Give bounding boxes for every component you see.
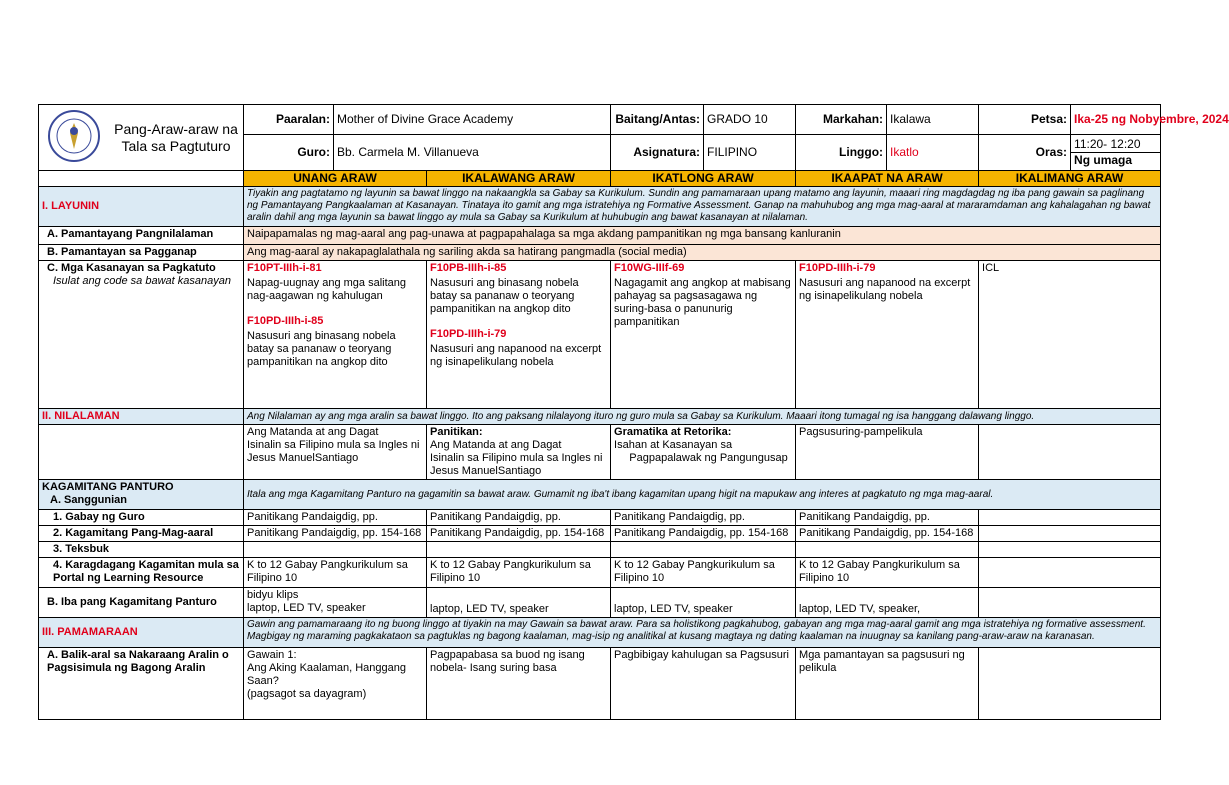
- pamantayang-pangnilalaman-label: A. Pamantayang Pangnilalaman: [39, 227, 244, 245]
- kasanayan-d1-code1: F10PT-IIIh-i-81: [247, 262, 322, 274]
- teksbuk-label: 3. Teksbuk: [39, 542, 244, 558]
- kasanayan-label-cell: [39, 261, 244, 409]
- oras-value: [1071, 135, 1161, 171]
- pang-mag-aaral-d4: Panitikang Pandaigdig, pp. 154-168: [796, 526, 979, 542]
- kasanayan-d4-code: F10PD-IIIh-i-79: [799, 262, 876, 274]
- gabay-guro-label: 1. Gabay ng Guro: [39, 510, 244, 526]
- kasanayan-d2-text1: Nasusuri ang binasang nobela batay sa pananaw o teoryang pampanitikan na angkop dito: [430, 277, 579, 315]
- karagdagang-d2: K to 12 Gabay Pangkurikulum sa Filipino 10: [427, 558, 611, 588]
- day-header-blank: [39, 171, 244, 187]
- karagdagang-d1: K to 12 Gabay Pangkurikulum sa Filipino 10: [244, 558, 427, 588]
- karagdagang-label: 4. Karagdagang Kagamitan mula sa Portal ng Learning Resource: [39, 558, 244, 588]
- nilalaman-day2: [427, 425, 611, 480]
- kagamitan-text: Itala ang mga Kagamitang Panturo na gagamitin sa bawat araw. Gumamit ng iba't ibang kagamitan upang higit na mapukaw ang interes at pagkatuto ng mga mag-aaral.: [244, 480, 1161, 510]
- kasanayan-day1: [244, 261, 427, 409]
- kagamitan-label-cell: [39, 480, 244, 510]
- kasanayan-d1-code2: F10PD-IIIh-i-85: [247, 315, 324, 327]
- day-header-3: IKATLONG ARAW: [611, 171, 796, 187]
- baitang-value: GRADO 10: [704, 105, 796, 135]
- balik-aral-d3: Pagbibigay kahulugan sa Pagsusuri: [611, 648, 796, 720]
- iba-kagamitan-d5: [979, 588, 1161, 618]
- teksbuk-d2: [427, 542, 611, 558]
- iba-kagamitan-label: B. Iba pang Kagamitang Panturo: [39, 588, 244, 618]
- teksbuk-d5: [979, 542, 1161, 558]
- lesson-plan-table: [38, 104, 1229, 720]
- nilalaman-d3-head: Gramatika at Retorika:: [614, 426, 732, 438]
- kasanayan-d3-code: F10WG-IIIf-69: [614, 262, 685, 274]
- pang-mag-aaral-d1: Panitikang Pandaigdig, pp. 154-168: [244, 526, 427, 542]
- balik-aral-d1: Gawain 1: Ang Aking Kaalaman, Hanggang Saan? (pagsagot sa dayagram): [244, 648, 427, 720]
- gabay-guro-d2: Panitikang Pandaigdig, pp.: [427, 510, 611, 526]
- nilalaman-day4: Pagsusuring-pampelikula: [796, 425, 979, 480]
- nilalaman-day5: [979, 425, 1161, 480]
- day-header-1: UNANG ARAW: [244, 171, 427, 187]
- iba-kagamitan-d2: laptop, LED TV, speaker: [427, 588, 611, 618]
- baitang-label: Baitang/Antas:: [611, 105, 704, 135]
- header-logo-title: [39, 105, 244, 171]
- pang-mag-aaral-d2: Panitikang Pandaigdig, pp. 154-168: [427, 526, 611, 542]
- kasanayan-day5: ICL: [979, 261, 1161, 409]
- nilalaman-label: II. NILALAMAN: [39, 409, 244, 425]
- nilalaman-day3: [611, 425, 796, 480]
- asignatura-value: FILIPINO: [704, 135, 796, 171]
- nilalaman-text: Ang Nilalaman ay ang mga aralin sa bawat linggo. Ito ang paksang nilalayong ituro ng guro mula sa Gabay sa Kurikulum. Maaari itong tumagal ng isa hanggang dalawang linggo.: [244, 409, 1161, 425]
- nilalaman-day1: Ang Matanda at ang Dagat Isinalin sa Filipino mula sa Ingles ni Jesus ManuelSantiago: [244, 425, 427, 480]
- nilalaman-blank: [39, 425, 244, 480]
- pang-mag-aaral-d5: [979, 526, 1161, 542]
- balik-aral-d4: Mga pamantayan sa pagsusuri ng pelikula: [796, 648, 979, 720]
- gabay-guro-d1: Panitikang Pandaigdig, pp.: [244, 510, 427, 526]
- kasanayan-d3-text: Nagagamit ang angkop at mabisang pahayag sa pagsasagawa ng suring-basa o panunurig pampanitikan: [614, 277, 791, 328]
- gabay-guro-d3: Panitikang Pandaigdig, pp.: [611, 510, 796, 526]
- kasanayan-sublabel: Isulat ang code sa bawat kasanayan: [53, 275, 231, 287]
- iba-kagamitan-d4: laptop, LED TV, speaker,: [796, 588, 979, 618]
- kasanayan-d2-code1: F10PB-IIIh-i-85: [430, 262, 507, 274]
- nilalaman-d3-text: Isahan at Kasanayan sa Pagpapalawak ng Pangungusap: [614, 439, 788, 464]
- pamamaraan-text: Gawin ang pamamaraang ito ng buong linggo at tiyakin na may Gawain sa bawat araw. Para sa holistikong pagkahubog, gabayan ang mga mag-aaral gamit ang mga istratehiya ng formative assessment. Magbigay ng maraming pagkakataon sa pagtuklas ng bagong kaalaman, mag-isip ng analitikal at kusang magtaya ng dating kaalaman na inuugnay sa kanilang pang-araw-araw na karanasan.: [244, 618, 1161, 648]
- iba-kagamitan-d1: bidyu klips laptop, LED TV, speaker: [244, 588, 427, 618]
- kasanayan-day3: [611, 261, 796, 409]
- linggo-label: Linggo:: [796, 135, 887, 171]
- teksbuk-d3: [611, 542, 796, 558]
- pamantayan-pagganap-label: B. Pamantayan sa Pagganap: [39, 245, 244, 261]
- nilalaman-d2-head: Panitikan:: [430, 426, 483, 438]
- layunin-label: I. LAYUNIN: [39, 187, 244, 227]
- karagdagang-d5: [979, 558, 1161, 588]
- day-header-4: IKAAPAT NA ARAW: [796, 171, 979, 187]
- pamantayang-pangnilalaman-text: Naipapamalas ng mag-aaral ang pag-unawa at pagpapahalaga sa mga akdang pampanitikan ng mga bansang kanluranin: [244, 227, 1161, 245]
- paaralan-label: Paaralan:: [244, 105, 334, 135]
- teksbuk-d1: [244, 542, 427, 558]
- kasanayan-d2-text2: Nasusuri ang napanood na excerpt ng isinapelikulang nobela: [430, 343, 602, 368]
- page-title: Pang-Araw-araw na Tala sa Pagtuturo: [114, 120, 238, 154]
- petsa-label: Petsa:: [979, 105, 1071, 135]
- school-logo: [39, 109, 109, 166]
- pamantayan-pagganap-text: Ang mag-aaral ay nakapaglalathala ng sariling akda sa hatirang pangmadla (social media): [244, 245, 1161, 261]
- kasanayan-d2-code2: F10PD-IIIh-i-79: [430, 328, 507, 340]
- balik-aral-label: A. Balik-aral sa Nakaraang Aralin o Pagsisimula ng Bagong Aralin: [39, 648, 244, 720]
- kasanayan-d1-text1: Napag-uugnay ang mga salitang nag-aagawan ng kahulugan: [247, 277, 407, 302]
- kasanayan-day4: [796, 261, 979, 409]
- guro-value: Bb. Carmela M. Villanueva: [334, 135, 611, 171]
- gabay-guro-d5: [979, 510, 1161, 526]
- balik-aral-d5: [979, 648, 1161, 720]
- balik-aral-d2: Pagpapabasa sa buod ng isang nobela- Isang suring basa: [427, 648, 611, 720]
- gabay-guro-d4: Panitikang Pandaigdig, pp.: [796, 510, 979, 526]
- karagdagang-d3: K to 12 Gabay Pangkurikulum sa Filipino 10: [611, 558, 796, 588]
- teksbuk-d4: [796, 542, 979, 558]
- nilalaman-d2-text: Ang Matanda at ang Dagat Isinalin sa Filipino mula sa Ingles ni Jesus ManuelSantiago: [430, 439, 603, 477]
- markahan-value: Ikalawa: [887, 105, 979, 135]
- pamamaraan-label: III. PAMAMARAAN: [39, 618, 244, 648]
- paaralan-value: Mother of Divine Grace Academy: [334, 105, 611, 135]
- petsa-value: Ika-25 ng Nobyembre, 2024: [1071, 105, 1161, 135]
- markahan-label: Markahan:: [796, 105, 887, 135]
- iba-kagamitan-d3: laptop, LED TV, speaker: [611, 588, 796, 618]
- kasanayan-d1-text2: Nasusuri ang binasang nobela batay sa pananaw o teoryang pampanitikan na angkop dito: [247, 330, 396, 368]
- oras-label: Oras:: [979, 135, 1071, 171]
- linggo-value: Ikatlo: [887, 135, 979, 171]
- oras-time: 11:20- 12:20: [1071, 137, 1160, 153]
- kasanayan-day2: [427, 261, 611, 409]
- sanggunian-label: A. Sanggunian: [50, 494, 127, 506]
- day-header-5: IKALIMANG ARAW: [979, 171, 1161, 187]
- lesson-plan-sheet: [38, 104, 1229, 720]
- pang-mag-aaral-d3: Panitikang Pandaigdig, pp. 154-168: [611, 526, 796, 542]
- karagdagang-d4: K to 12 Gabay Pangkurikulum sa Filipino 10: [796, 558, 979, 588]
- oras-period: Ng umaga: [1074, 153, 1133, 167]
- asignatura-label: Asignatura:: [611, 135, 704, 171]
- kasanayan-d4-text: Nasusuri ang napanood na excerpt ng isinapelikulang nobela: [799, 277, 971, 302]
- kasanayan-label: C. Mga Kasanayan sa Pagkatuto: [47, 262, 216, 274]
- day-header-2: IKALAWANG ARAW: [427, 171, 611, 187]
- kagamitan-label: KAGAMITANG PANTURO: [42, 481, 174, 493]
- pang-mag-aaral-label: 2. Kagamitang Pang-Mag-aaral: [39, 526, 244, 542]
- guro-label: Guro:: [244, 135, 334, 171]
- layunin-text: Tiyakin ang pagtatamo ng layunin sa bawat linggo na nakaangkla sa Gabay sa Kurikulum. Sundin ang pamamaraan upang matamo ang layunin, maaari ring magdagdag ng iba pang gawain sa paglinang ng Pamantayang Pangkaalaman at Kasanayan. Tinataya ito gamit ang mga istratehiya ng Formative Assessment. Ganap na mahuhubog ang mga mag-aaral at mararamdaman ang kahalagahan ng bawat aralin dahil ang mga layunin sa bawat linggo ay mula sa Gabay sa Kurikulum at huhubugin ang bawat kasanayan at nilalaman.: [244, 187, 1161, 227]
